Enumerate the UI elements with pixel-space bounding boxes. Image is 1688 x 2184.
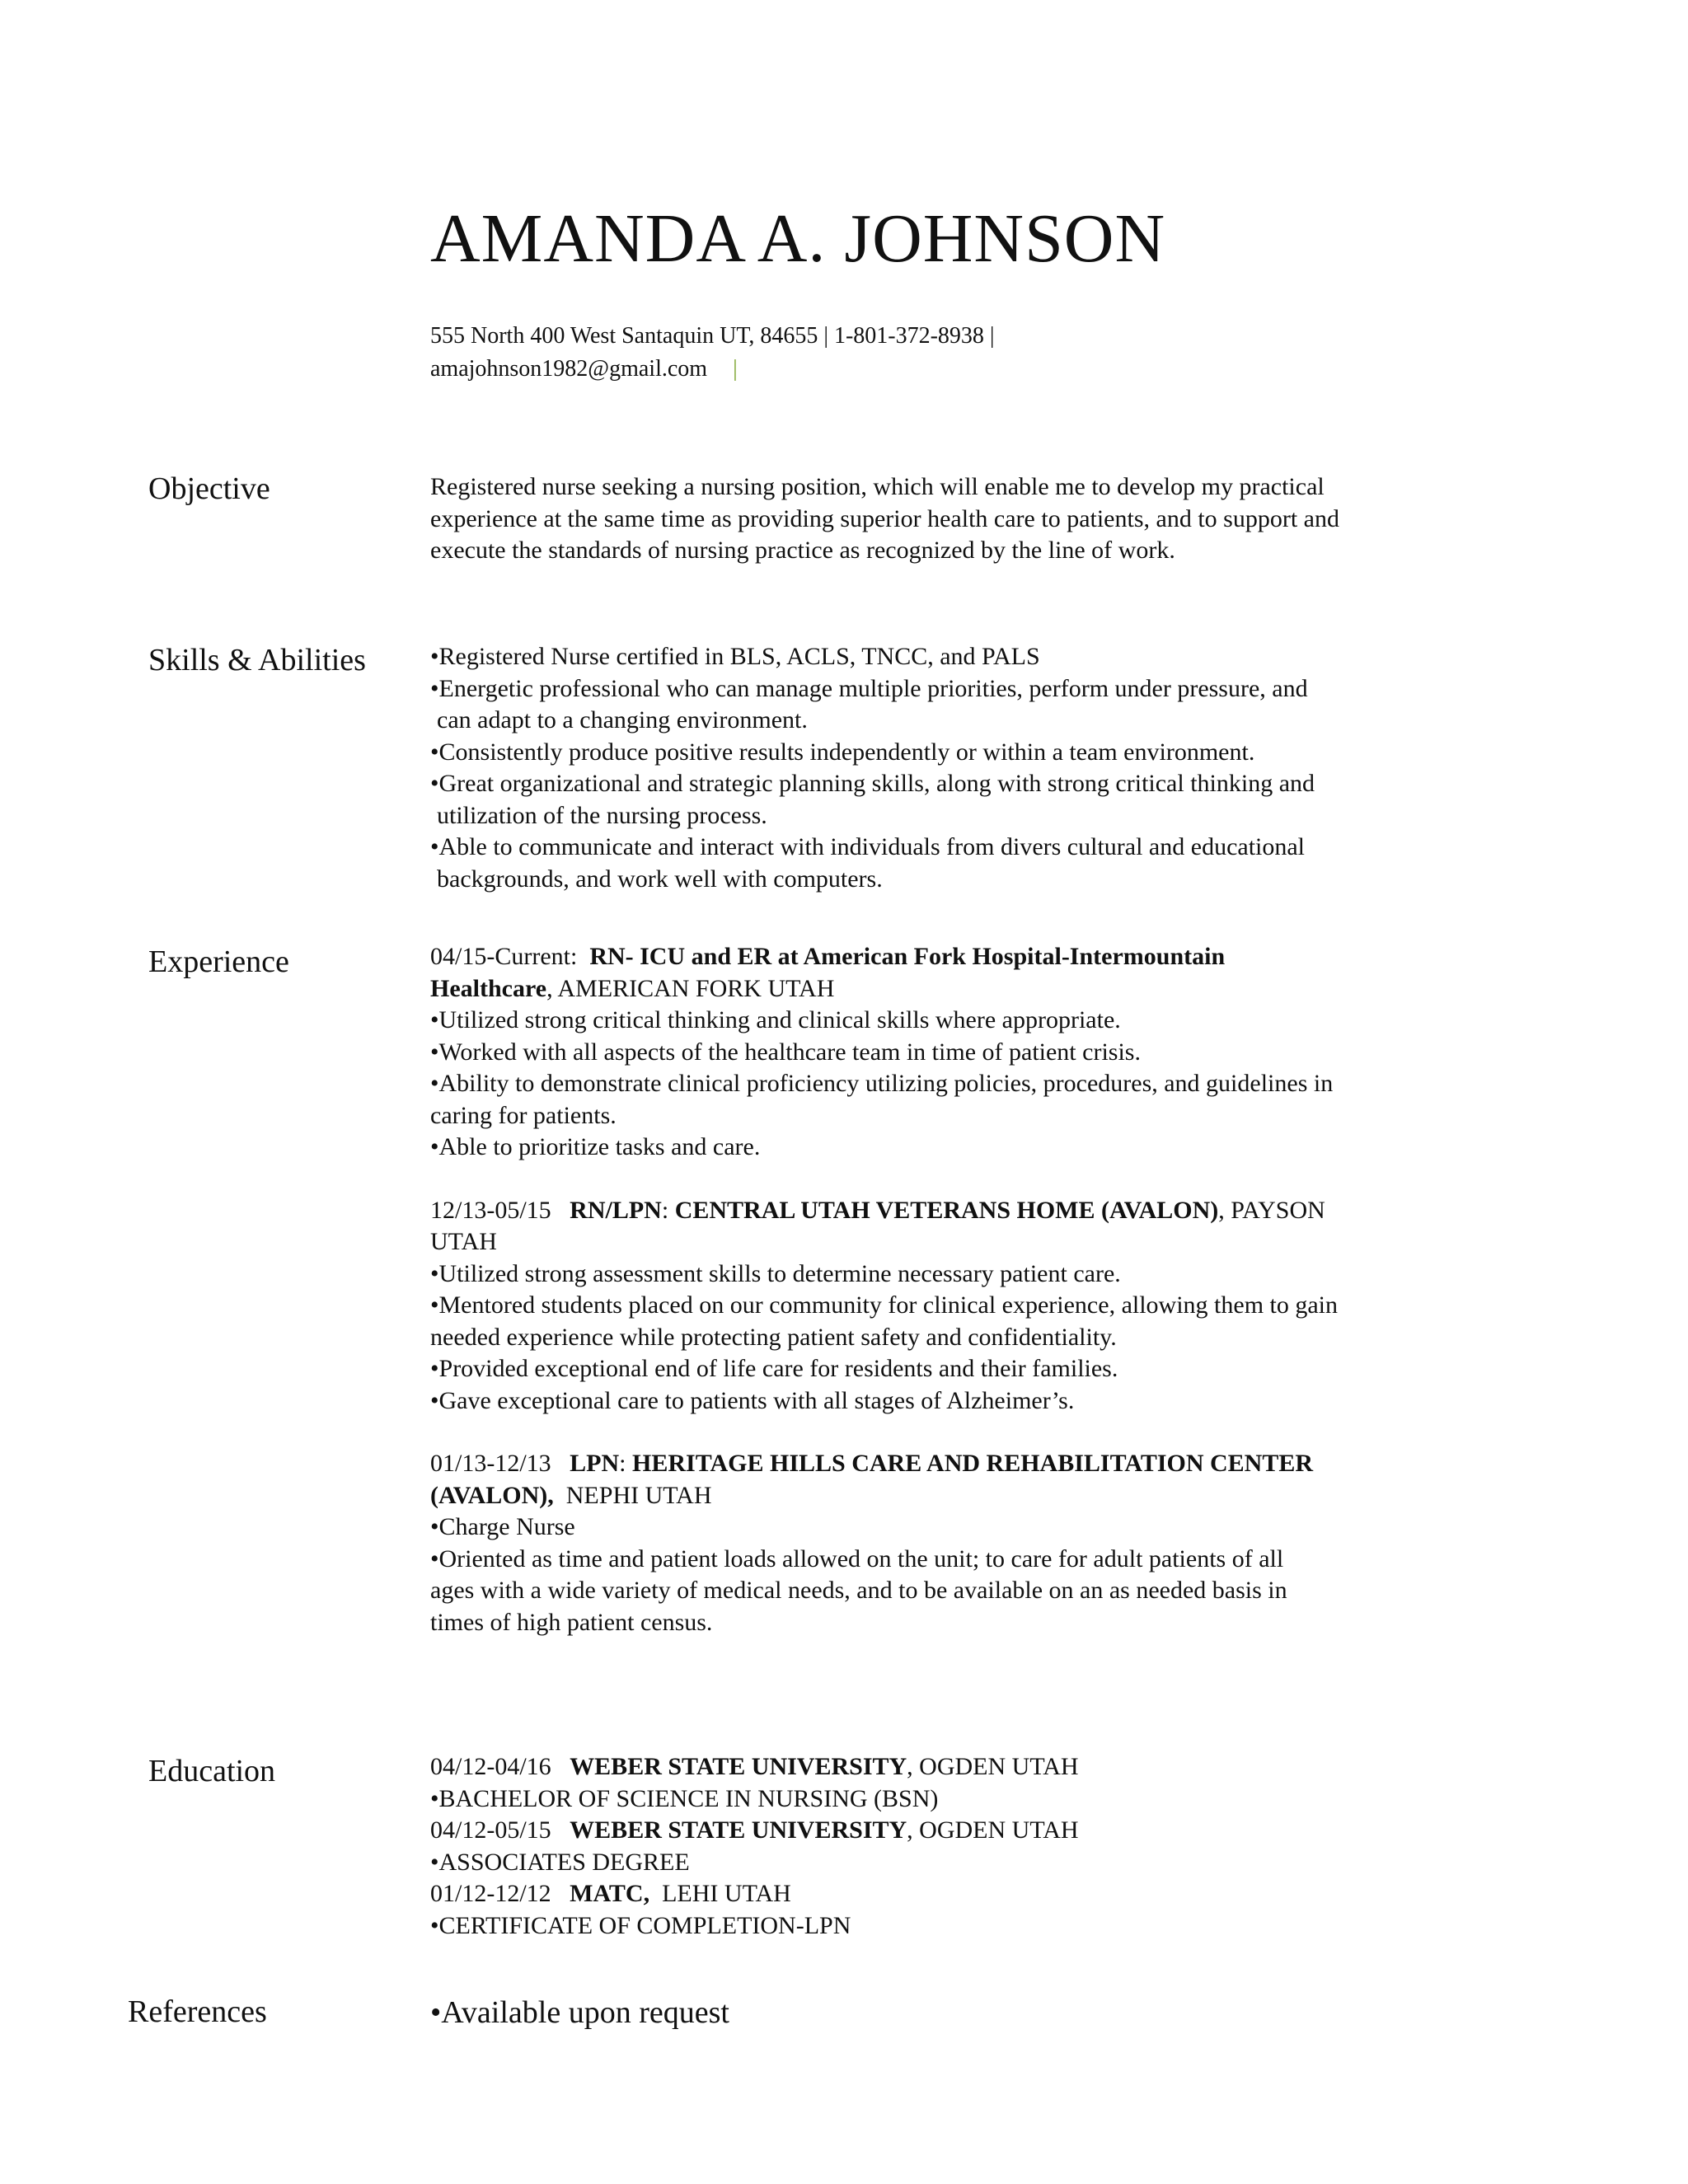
education-entry — [430, 1751, 1436, 1783]
section-label-education: Education — [148, 1754, 276, 1788]
job-bullet: times of high patient census. — [430, 1608, 713, 1636]
skills-list — [430, 641, 1436, 895]
skill-line: backgrounds, and work well with computers. — [437, 865, 883, 893]
skill-line: •Great organizational and strategic planning skills, along with strong critical thinking and — [430, 770, 1315, 797]
job-bullet: •Utilized strong assessment skills to determine necessary patient care. — [430, 1259, 1121, 1287]
section-label-skills: Skills & Abilities — [148, 643, 366, 677]
job-employer: CENTRAL UTAH VETERANS HOME (AVALON) — [674, 1196, 1219, 1224]
objective-text — [430, 471, 1436, 567]
email[interactable]: amajohnson1982@gmail.com — [430, 356, 708, 382]
edu-credential: •ASSOCIATES DEGREE — [430, 1848, 690, 1876]
job-bullet: caring for patients. — [430, 1101, 617, 1129]
edu-school: WEBER STATE UNIVERSITY — [570, 1816, 907, 1844]
edu-school: WEBER STATE UNIVERSITY — [570, 1753, 907, 1780]
job-location: , AMERICAN FORK UTAH — [546, 974, 835, 1002]
edu-location: LEHI UTAH — [662, 1880, 791, 1907]
job-location-cont: UTAH — [430, 1228, 497, 1255]
section-label-references: References — [128, 1994, 267, 2029]
job-heading: 12/13-05/15 RN/LPN: CENTRAL UTAH VETERANS HOME (AVALON), PAYSON — [430, 1196, 1325, 1224]
job-entry — [430, 941, 1436, 1164]
edu-location: , OGDEN UTAH — [907, 1753, 1079, 1780]
edu-credential: •BACHELOR OF SCIENCE IN NURSING (BSN) — [430, 1784, 939, 1812]
job-entry — [430, 1448, 1436, 1638]
skill-line: •Energetic professional who can manage multiple priorities, perform under pressure, and — [430, 674, 1308, 702]
job-bullet: •Gave exceptional care to patients with all stages of Alzheimer’s. — [430, 1386, 1075, 1414]
edu-school: MATC, — [570, 1880, 650, 1907]
job-entry — [430, 1195, 1436, 1418]
education-entry — [430, 1878, 1436, 1910]
email-line — [430, 353, 1337, 386]
job-bullet: •Worked with all aspects of the healthcare team in time of patient crisis. — [430, 1038, 1141, 1066]
education-list — [430, 1751, 1436, 1942]
job-bullet: •Mentored students placed on our community for clinical experience, allowing them to gain — [430, 1291, 1339, 1319]
skill-line: •Registered Nurse certified in BLS, ACLS, TNCC, and PALS — [430, 643, 1040, 670]
job-title: RN- ICU and ER at American Fork Hospital-Intermountain — [589, 943, 1226, 970]
job-location: NEPHI UTAH — [565, 1481, 712, 1509]
edu-credential: •CERTIFICATE OF COMPLETION-LPN — [430, 1911, 851, 1939]
job-bullet: •Utilized strong critical thinking and clinical skills where appropriate. — [430, 1006, 1121, 1033]
job-employer-cont: (AVALON), — [430, 1481, 554, 1509]
skill-line: utilization of the nursing process. — [437, 801, 767, 829]
skill-line: •Consistently produce positive results independently or within a team environment. — [430, 738, 1255, 766]
job-heading-cont — [430, 973, 1436, 1005]
job-heading-cont — [430, 1480, 1436, 1512]
section-label-experience: Experience — [148, 944, 289, 979]
experience-list — [430, 941, 1436, 1670]
skill-line: •Able to communicate and interact with individuals from divers cultural and educational — [430, 833, 1306, 860]
edu-location: , OGDEN UTAH — [907, 1816, 1079, 1844]
job-heading: 01/13-12/13 LPN: HERITAGE HILLS CARE AND REHABILITATION CENTER — [430, 1450, 1314, 1477]
section-label-objective: Objective — [148, 471, 270, 506]
job-bullet: •Charge Nurse — [430, 1513, 575, 1540]
job-employer: HERITAGE HILLS CARE AND REHABILITATION CENTER — [632, 1450, 1314, 1477]
edu-date: 04/12-04/16 — [430, 1753, 551, 1780]
objective-line: experience at the same time as providing superior health care to patients, and to support and — [430, 504, 1339, 532]
objective-line: Registered nurse seeking a nursing position, which will enable me to develop my practical — [430, 473, 1325, 500]
job-title-cont: Healthcare — [430, 974, 547, 1002]
job-role: LPN — [570, 1450, 620, 1477]
email-separator: | — [733, 356, 738, 382]
skill-line: can adapt to a changing environment. — [437, 706, 808, 733]
candidate-name: AMANDA A. JOHNSON — [430, 200, 1166, 277]
education-entry — [430, 1815, 1436, 1847]
job-bullet: needed experience while protecting patient safety and confidentiality. — [430, 1323, 1117, 1351]
address-phone: 555 North 400 West Santaquin UT, 84655 | 1-801-372-8938 | — [430, 323, 995, 349]
job-date: 04/15-Current: — [430, 943, 578, 970]
edu-date: 04/12-05/15 — [430, 1816, 551, 1844]
job-date: 12/13-05/15 — [430, 1196, 551, 1224]
objective-line: execute the standards of nursing practice as recognized by the line of work. — [430, 537, 1175, 564]
edu-date: 01/12-12/12 — [430, 1880, 551, 1907]
job-bullet: •Oriented as time and patient loads allowed on the unit; to care for adult patients of all — [430, 1544, 1284, 1572]
job-bullet: •Ability to demonstrate clinical proficiency utilizing policies, procedures, and guidelines in — [430, 1070, 1334, 1097]
job-role: RN/LPN — [570, 1196, 662, 1224]
job-bullet: ages with a wide variety of medical needs, and to be available on an as needed basis in — [430, 1577, 1287, 1604]
job-date: 01/13-12/13 — [430, 1450, 551, 1477]
contact-info — [430, 320, 1337, 386]
job-heading — [430, 941, 1436, 973]
job-bullet: •Able to prioritize tasks and care. — [430, 1133, 761, 1160]
job-bullet: •Provided exceptional end of life care for residents and their families. — [430, 1355, 1118, 1382]
references-text — [430, 1993, 1436, 2032]
job-location: , PAYSON — [1218, 1196, 1325, 1224]
references-line: •Available upon request — [430, 1995, 729, 2030]
